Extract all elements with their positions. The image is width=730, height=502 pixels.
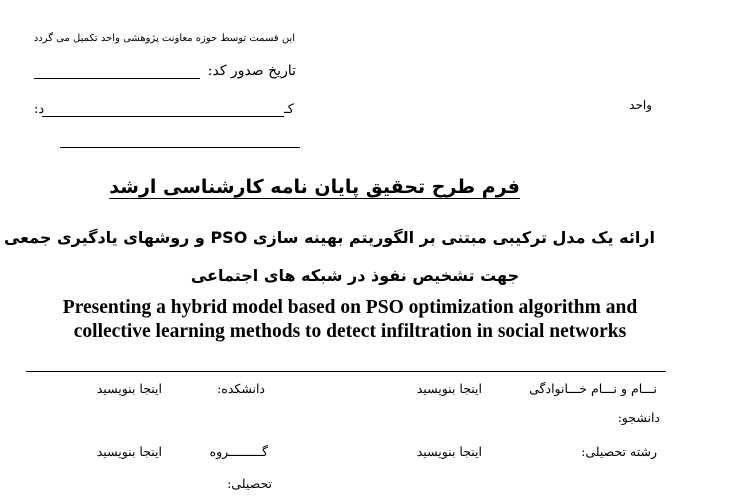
code-line — [42, 116, 284, 117]
major-label: رشته تحصیلی: — [581, 444, 657, 459]
unit-label: واحد — [629, 98, 652, 112]
english-title: Presenting a hybrid model based on PSO optimization algorithm and collective learning methods to detect infiltration in social networks — [62, 297, 638, 342]
issue-date-line — [34, 78, 200, 79]
form-title: فرم طرح تحقیق پایان نامه کارشناسی ارشد — [109, 176, 520, 198]
code-label-start: کـ — [284, 102, 294, 117]
issue-date-label: تاریخ صدور کد: — [207, 63, 296, 79]
issue-date-row — [34, 63, 296, 83]
persian-title-line-2: جهت تشخیص نفوذ در شبکه های اجتماعی — [190, 266, 520, 285]
blank-line — [60, 147, 300, 148]
faculty-label: دانشکده: — [217, 381, 265, 396]
code-label-end: د: — [34, 102, 45, 117]
student-name-label: نـــام و نـــام خـــانوادگی — [529, 381, 657, 396]
group-label: گـــــــــروه — [209, 444, 268, 459]
faculty-field[interactable]: اینجا بنویسید — [96, 381, 162, 396]
section-divider — [26, 371, 666, 372]
group-field[interactable]: اینجا بنویسید — [96, 444, 162, 459]
student-name-field[interactable]: اینجا بنویسید — [416, 381, 482, 396]
education-group-label: تحصیلی: — [227, 476, 272, 491]
major-field[interactable]: اینجا بنویسید — [416, 444, 482, 459]
student-label: دانشجو: — [617, 410, 660, 425]
code-row — [34, 102, 296, 120]
persian-title-line-1: ارائه یک مدل ترکیبی مبتنی بر الگوریتم بهینه سازی PSO و روشهای یادگیری جمعی — [3, 228, 655, 247]
office-note: این قسمت توسط حوزه معاونت پژوهشی واحد تکمیل می گردد — [33, 33, 295, 44]
